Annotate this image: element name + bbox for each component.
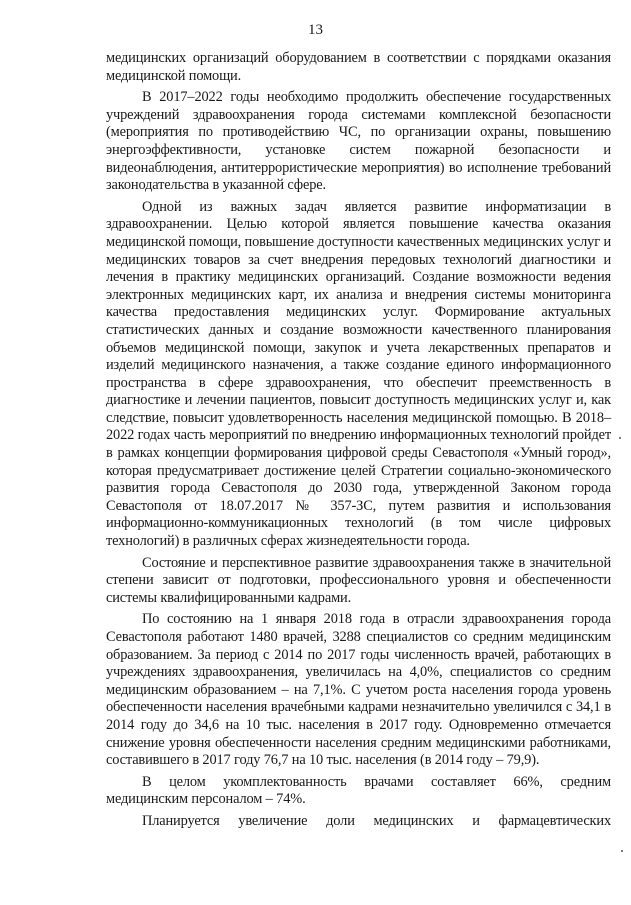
paragraph-statistics: По состоянию на 1 января 2018 года в отрасли здравоохранения города Севастополя работают 1480 врачей, 3288 специалистов со средним медицинским образованием. За период с 2014 по 2017 годы численность врачей, работающих в учреждениях здравоохранения, увеличилась на 4,0%, специалистов со средним медицинским образованием – на 7,1%. С учетом роста населения города уровень обеспеченности населения врачебными кадрами незначительно увеличился с 34,1 в 2014 году до 34,6 на 10 тыс. населения в 2017 году. Одновременно отмечается снижение уровня обеспеченности населения средним медицинскими работниками, составившего в 2017 году 76,7 на 10 тыс. населения (в 2014 году – 79,9). (106, 611, 611, 769)
paragraph-security-systems: В 2017–2022 годы необходимо продолжить обеспечение государственных учреждений здравоохранения города системами комплексной безопасности (мероприятия по противодействию ЧС, по организации охраны, повышению энергоэффективности, установке систем пожарной безопасности и видеонаблюдения, антитеррористические мероприятия) во исполнение требований законодательства в указанной сфере. (106, 89, 611, 194)
paragraph-informatization: Одной из важных задач является развитие информатизации в здравоохранении. Целью которой является повышение качества оказания медицинской помощи, повышение доступности качественных медицинских услуг и медицинских товаров за счет внедрения передовых технологий диагностики и лечения в практику медицинских организаций. Создание возможности ведения электронных медицинских карт, их анализа и внедрения системы мониторинга качества предоставления медицинских услуг. Формирование актуальных статистических данных и создание возможности качественного планирования объемов медицинской помощи, закупок и учета лекарственных препаратов и изделий медицинского назначения, а также создание единого информационного пространства в сфере здравоохранения, что обеспечит преемственность в диагностике и лечении пациентов, повысит доступность медицинских услуг и, как следствие, повысит удовлетворенность населения медицинской помощью. В 2018–2022 годах часть мероприятий по внедрению информационных технологий пройдет в рамках концепции формирования цифровой среды Севастополя «Умный город», которая предусматривает достижение целей Стратегии социально-экономического развития города Севастополя до 2030 года, утвержденной Законом города Севастополя от 18.07.2017 № 357-ЗС, путем развития и использования информационно-коммуникационных технологий (в том числе цифровых технологий) в различных сферах жизнедеятельности города. (106, 198, 611, 550)
paragraph-planned-increase: Планируется увеличение доли медицинских и фармацевтических (142, 812, 611, 829)
paragraph-staffing-levels: В целом укомплектованность врачами составляет 66%, средним медицинским персоналом – 74%. (106, 773, 611, 808)
page-number: 13 (308, 22, 323, 38)
paragraph-staffing: Состояние и перспективное развитие здравоохранения также в значительной степени зависит от подготовки, профессионального уровня и обеспеченности системы квалифицированными кадрами. (106, 554, 611, 606)
document-body (106, 50, 611, 831)
paragraph-equipment: медицинских организаций оборудованием в соответствии с порядками оказания медицинской помощи. (106, 50, 611, 84)
scan-speck (621, 850, 623, 852)
scan-speck (619, 437, 621, 439)
